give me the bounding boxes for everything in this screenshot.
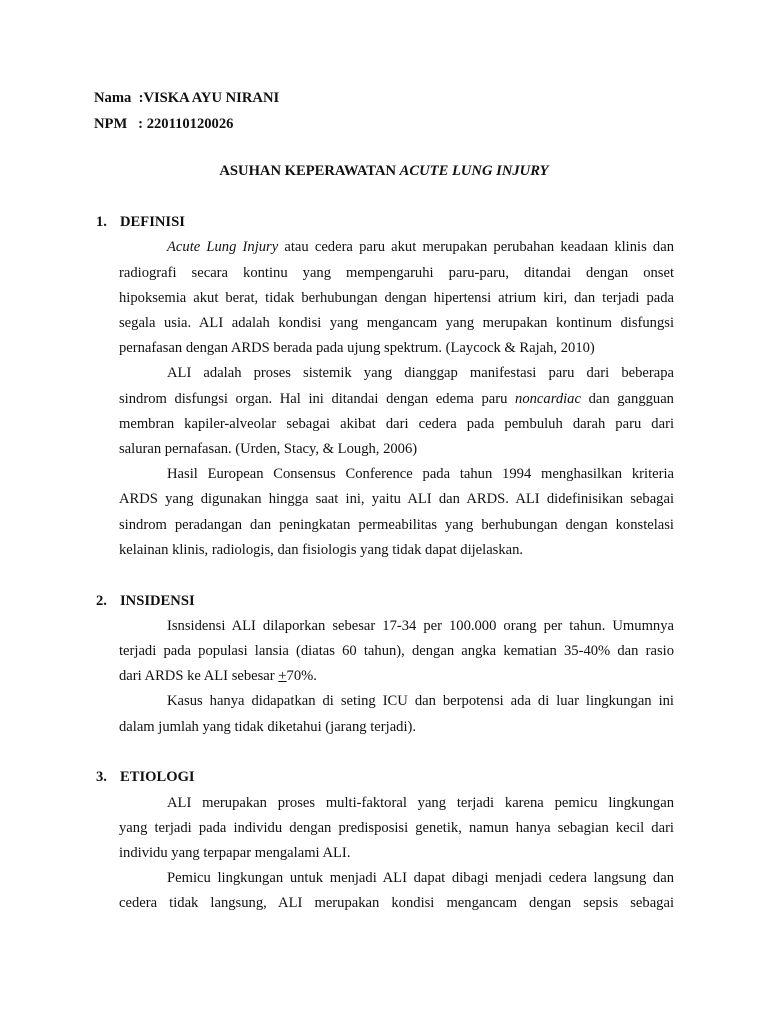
paragraph-line	[119, 666, 674, 686]
title-italic: ACUTE LUNG INJURY	[399, 163, 549, 179]
name-value: VISKA AYU NIRANI	[143, 90, 280, 106]
section-heading-etiologi	[96, 767, 195, 787]
paragraph-line: sindrom peradangan dan peningkatan permeabilitas yang berhubungan dengan konstelasi	[119, 517, 674, 533]
student-npm-line	[94, 114, 233, 134]
section-title: DEFINISI	[120, 214, 185, 230]
paragraph-line	[119, 389, 674, 409]
italic-term: noncardiac	[515, 391, 581, 407]
section-heading-definisi	[96, 212, 185, 232]
section-number: 1.	[96, 214, 107, 230]
paragraph-line: radiografi secara kontinu yang mempengaruhi paru-paru, ditandai dengan onset	[119, 265, 674, 281]
text-span: dan gangguan	[580, 391, 674, 407]
paragraph-line: individu yang terpapar mengalami ALI.	[119, 845, 351, 861]
plus-minus-symbol: +	[278, 668, 287, 684]
paragraph-line: kelainan klinis, radiologis, dan fisiologis yang tidak dapat dijelaskan.	[119, 542, 524, 558]
npm-label: NPM :	[94, 116, 147, 132]
section-heading-insidensi	[96, 591, 195, 611]
paragraph-line: ARDS yang digunakan hingga saat ini, yaitu ALI dan ARDS. ALI didefinisikan sebagai	[119, 491, 674, 507]
section-title: ETIOLOGI	[120, 769, 195, 785]
paragraph-line: terjadi pada populasi lansia (diatas 60 tahun), dengan angka kematian 35-40% dan rasio	[119, 643, 674, 659]
section-number: 2.	[96, 593, 107, 609]
paragraph-line: dalam jumlah yang tidak diketahui (jarang terjadi).	[119, 719, 417, 735]
paragraph-line: Hasil European Consensus Conference pada tahun 1994 menghasilkan kriteria	[167, 466, 674, 482]
title-prefix: ASUHAN KEPERAWATAN	[219, 163, 400, 179]
text-span: atau cedera paru akut merupakan perubahan keadaan klinis dan	[278, 239, 674, 255]
paragraph-line: saluran pernafasan. (Urden, Stacy, & Lough, 2006)	[119, 441, 418, 457]
paragraph-line: hipoksemia akut berat, tidak berhubungan dengan hipertensi atrium kiri, dan terjadi pada	[119, 290, 674, 306]
npm-value: 220110120026	[146, 116, 234, 132]
paragraph-line: ALI merupakan proses multi-faktoral yang terjadi karena pemicu lingkungan	[167, 795, 674, 811]
student-name-line	[94, 88, 279, 108]
text-span: 70%.	[286, 668, 317, 684]
text-span: sindrom disfungsi organ. Hal ini ditandai dengan edema paru	[119, 391, 516, 407]
text-span: dari ARDS ke ALI sebesar	[119, 668, 279, 684]
paragraph-line: Kasus hanya didapatkan di seting ICU dan berpotensi ada di luar lingkungan ini	[167, 693, 674, 709]
paragraph-line: Isnsidensi ALI dilaporkan sebesar 17-34 per 100.000 orang per tahun. Umumnya	[167, 618, 674, 634]
paragraph-line: ALI adalah proses sistemik yang dianggap manifestasi paru dari beberapa	[167, 365, 674, 381]
paragraph-line: yang terjadi pada individu dengan predisposisi genetik, namun hanya sebagian kecil dari	[119, 820, 674, 836]
section-title: INSIDENSI	[120, 593, 195, 609]
paragraph-line: cedera tidak langsung, ALI merupakan kondisi mengancam dengan sepsis sebagai	[119, 895, 674, 911]
name-label: Nama :	[94, 90, 144, 106]
document-title	[0, 161, 768, 181]
section-number: 3.	[96, 769, 107, 785]
paragraph-line	[167, 237, 674, 257]
paragraph-line: pernafasan dengan ARDS berada pada ujung spektrum. (Laycock & Rajah, 2010)	[119, 340, 595, 356]
paragraph-line: Pemicu lingkungan untuk menjadi ALI dapat dibagi menjadi cedera langsung dan	[167, 870, 674, 886]
paragraph-line: membran kapiler-alveolar sebagai akibat dari cedera pada pembuluh darah paru dari	[119, 416, 674, 432]
italic-term: Acute Lung Injury	[167, 239, 279, 255]
paragraph-line: segala usia. ALI adalah kondisi yang mengancam yang merupakan kontinum disfungsi	[119, 315, 674, 331]
